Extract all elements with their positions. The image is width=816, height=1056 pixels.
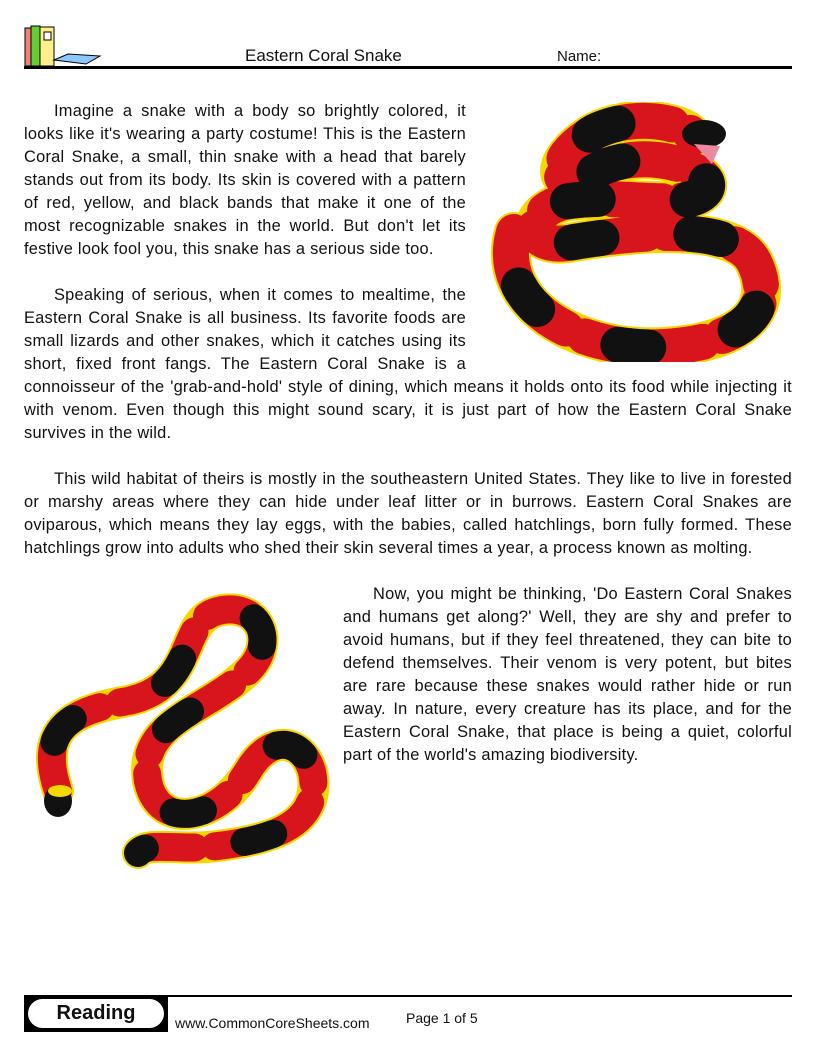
name-label: Name:: [557, 48, 602, 65]
article-body: [24, 100, 792, 881]
books-logo-icon: [24, 24, 102, 68]
paragraph-4: Now, you might be thinking, 'Do Eastern Coral Snakes and humans get along?' Well, they are shy and prefer to avoid humans, but if they feel threatened, they can bite to defend themselves. Their venom is very potent, but bites are rare because these snakes would rather hide or run away. In nature, every creature has its place, and for the Eastern Coral Snake, that place is being a quiet, colorful part of the world's amazing biodiversity.: [343, 585, 792, 764]
paragraph-2: Speaking of serious, when it comes to mealtime, the Eastern Coral Snake is all business. Its favorite foods are small lizards and other snakes, which it catches using its short, fixed front fangs. The Eastern Coral Snake is a connoisseur of the 'grab-and-hold' style of dining, which means it holds onto its food while injecting it with venom. Even though this might sound scary, it is just part of how the Eastern Coral Snake survives in the wild.: [24, 286, 792, 442]
page-number: Page 1 of 5: [406, 1010, 478, 1026]
paragraph-3: This wild habitat of theirs is mostly in the southeastern United States. They like to live in forested or marshy areas where they can hide under leaf litter or in burrows. Eastern Coral Snakes are oviparous, which means they lay eggs, with the babies, called hatchlings, born fully formed. These hatchlings grow into adults who shed their skin several times a year, a process known as molting.: [24, 470, 792, 557]
header-divider: [24, 66, 792, 69]
stretched-coral-snake-image: [28, 591, 333, 881]
worksheet-title: Eastern Coral Snake: [245, 46, 402, 65]
coiled-coral-snake-image: [484, 102, 784, 362]
subject-label: Reading: [28, 999, 164, 1028]
paragraph-1: Imagine a snake with a body so brightly colored, it looks like it's wearing a party costume! This is the Eastern Coral Snake, a small, thin snake with a head that barely stands out from its body. Its skin is covered with a pattern of red, yellow, and black bands that make it one of the most recognizable snakes in the world. But don't let its festive look fool you, this snake has a serious side too.: [24, 102, 466, 258]
website-url: www.CommonCoreSheets.com: [175, 1015, 370, 1031]
